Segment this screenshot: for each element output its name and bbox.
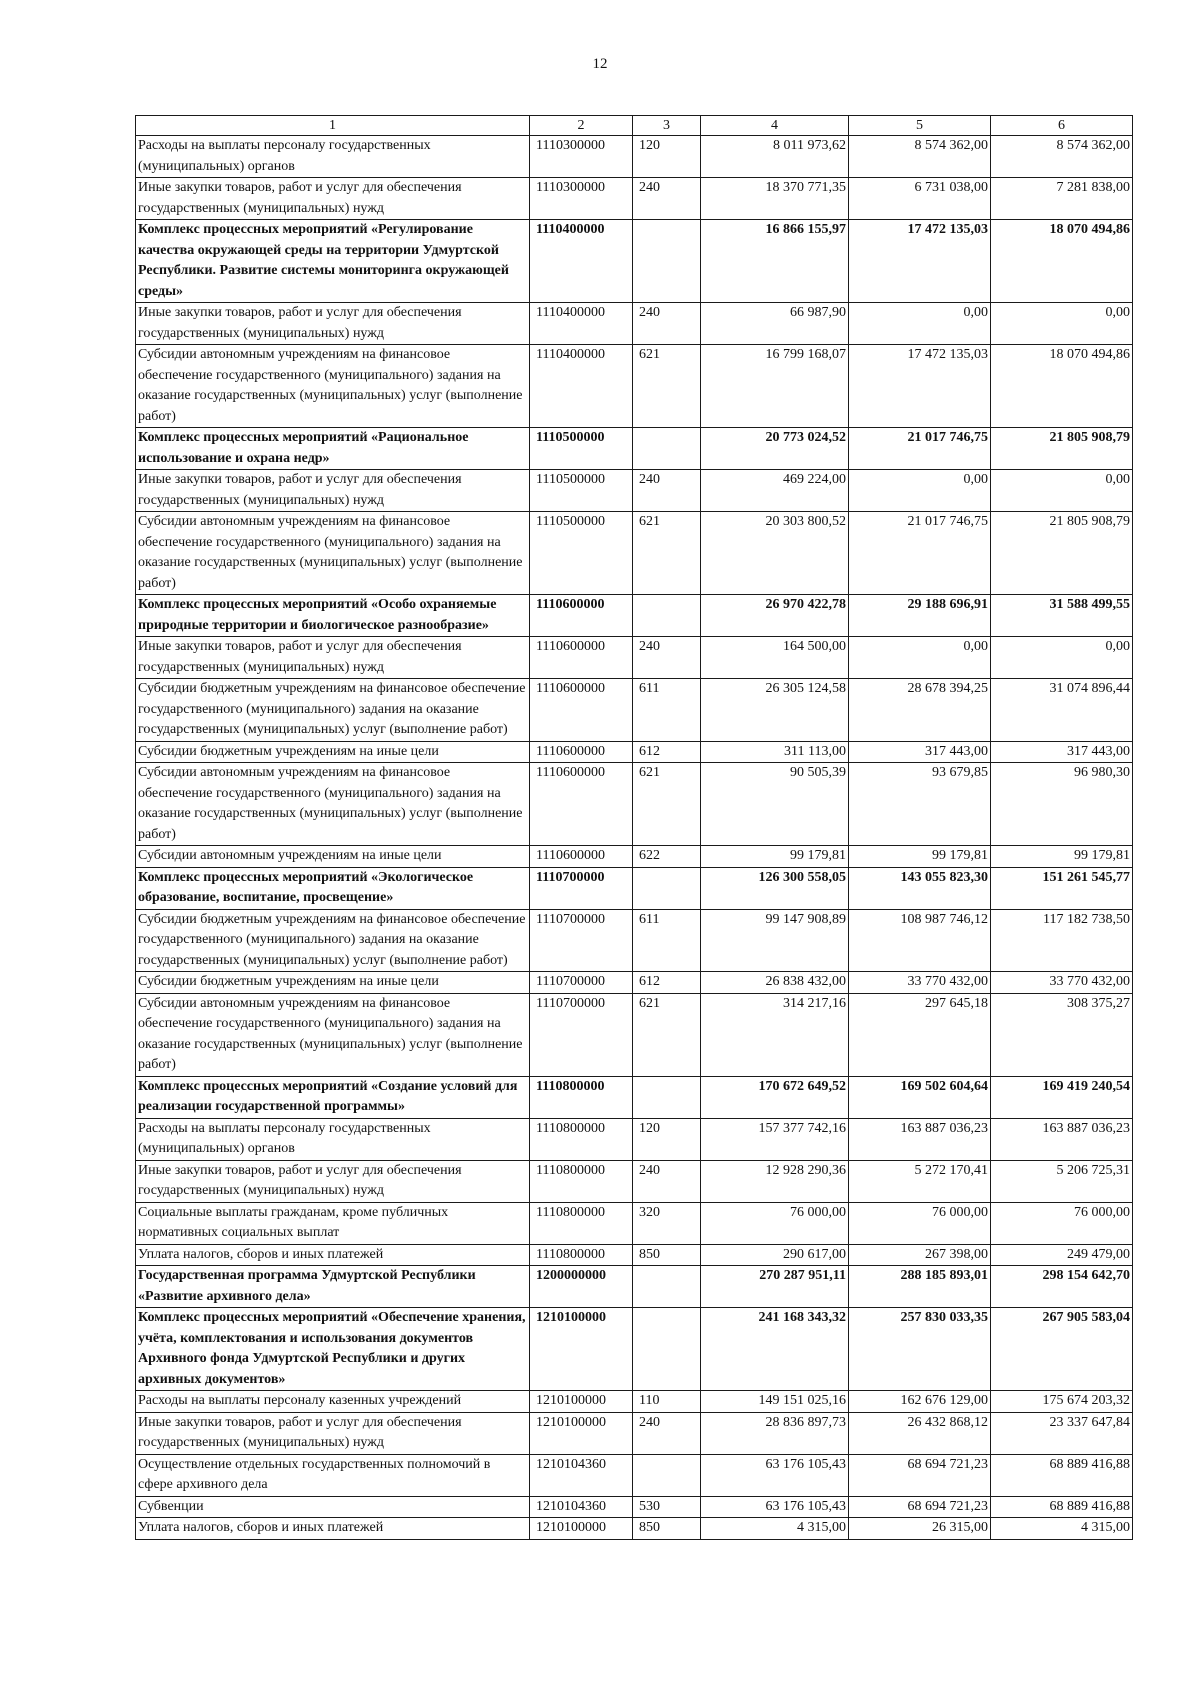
row-value-2025-cell: 163 887 036,23	[849, 1118, 991, 1160]
row-name-cell: Осуществление отдельных государственных полномочий в сфере архивного дела	[136, 1454, 530, 1496]
row-code-cell: 1210104360	[530, 1496, 633, 1518]
row-group-cell: 611	[633, 679, 701, 742]
row-name-cell: Иные закупки товаров, работ и услуг для обеспечения государственных (муниципальных) нужд	[136, 637, 530, 679]
row-value-2024-cell: 164 500,00	[701, 637, 849, 679]
table-row	[136, 303, 1133, 345]
row-group-cell: 240	[633, 637, 701, 679]
table-row	[136, 1202, 1133, 1244]
row-value-2026-cell: 0,00	[991, 303, 1133, 345]
row-group-cell: 621	[633, 512, 701, 595]
row-code-cell: 1110700000	[530, 909, 633, 972]
row-value-2026-cell: 317 443,00	[991, 741, 1133, 763]
row-group-cell: 611	[633, 909, 701, 972]
row-value-2026-cell: 31 074 896,44	[991, 679, 1133, 742]
row-code-cell: 1210100000	[530, 1518, 633, 1540]
budget-table	[135, 115, 1133, 1540]
table-row	[136, 470, 1133, 512]
row-name-cell: Социальные выплаты гражданам, кроме публичных нормативных социальных выплат	[136, 1202, 530, 1244]
table-row	[136, 1244, 1133, 1266]
row-name-cell: Комплекс процессных мероприятий «Рациональное использование и охрана недр»	[136, 428, 530, 470]
row-value-2026-cell: 23 337 647,84	[991, 1412, 1133, 1454]
table-row	[136, 1496, 1133, 1518]
row-value-2025-cell: 267 398,00	[849, 1244, 991, 1266]
row-value-2024-cell: 170 672 649,52	[701, 1076, 849, 1118]
row-group-cell	[633, 1266, 701, 1308]
row-group-cell: 240	[633, 1160, 701, 1202]
row-value-2024-cell: 290 617,00	[701, 1244, 849, 1266]
table-row	[136, 972, 1133, 994]
row-group-cell: 240	[633, 303, 701, 345]
row-value-2024-cell: 26 970 422,78	[701, 595, 849, 637]
table-row	[136, 178, 1133, 220]
row-group-cell: 320	[633, 1202, 701, 1244]
table-row	[136, 741, 1133, 763]
row-value-2025-cell: 288 185 893,01	[849, 1266, 991, 1308]
row-value-2024-cell: 469 224,00	[701, 470, 849, 512]
row-code-cell: 1210100000	[530, 1391, 633, 1413]
row-code-cell: 1110800000	[530, 1118, 633, 1160]
row-name-cell: Иные закупки товаров, работ и услуг для обеспечения государственных (муниципальных) нужд	[136, 1160, 530, 1202]
row-code-cell: 1110400000	[530, 220, 633, 303]
row-code-cell: 1110800000	[530, 1076, 633, 1118]
row-group-cell: 621	[633, 345, 701, 428]
row-name-cell: Субсидии бюджетным учреждениям на финансовое обеспечение государственного (муниципального) задания на оказание государственных (муниципальных) услуг (выполнение работ)	[136, 679, 530, 742]
row-group-cell	[633, 1454, 701, 1496]
row-value-2025-cell: 0,00	[849, 470, 991, 512]
row-value-2024-cell: 76 000,00	[701, 1202, 849, 1244]
row-value-2026-cell: 33 770 432,00	[991, 972, 1133, 994]
row-name-cell: Расходы на выплаты персоналу государственных (муниципальных) органов	[136, 1118, 530, 1160]
row-group-cell: 621	[633, 993, 701, 1076]
row-group-cell	[633, 1076, 701, 1118]
row-group-cell	[633, 867, 701, 909]
row-value-2026-cell: 298 154 642,70	[991, 1266, 1133, 1308]
row-group-cell: 120	[633, 1118, 701, 1160]
table-row	[136, 1391, 1133, 1413]
table-row	[136, 345, 1133, 428]
row-value-2024-cell: 20 773 024,52	[701, 428, 849, 470]
row-value-2024-cell: 28 836 897,73	[701, 1412, 849, 1454]
row-value-2025-cell: 5 272 170,41	[849, 1160, 991, 1202]
table-row	[136, 1160, 1133, 1202]
row-value-2024-cell: 18 370 771,35	[701, 178, 849, 220]
table-row	[136, 846, 1133, 868]
row-name-cell: Уплата налогов, сборов и иных платежей	[136, 1518, 530, 1540]
row-value-2026-cell: 249 479,00	[991, 1244, 1133, 1266]
table-row	[136, 1412, 1133, 1454]
row-value-2025-cell: 0,00	[849, 303, 991, 345]
table-row	[136, 993, 1133, 1076]
row-value-2026-cell: 76 000,00	[991, 1202, 1133, 1244]
table-row-section	[136, 1266, 1133, 1308]
row-group-cell	[633, 595, 701, 637]
row-value-2025-cell: 28 678 394,25	[849, 679, 991, 742]
row-value-2026-cell: 308 375,27	[991, 993, 1133, 1076]
table-row	[136, 136, 1133, 178]
row-group-cell: 120	[633, 136, 701, 178]
row-name-cell: Иные закупки товаров, работ и услуг для обеспечения государственных (муниципальных) нужд	[136, 470, 530, 512]
row-value-2024-cell: 311 113,00	[701, 741, 849, 763]
header-cell-2: 2	[530, 116, 633, 136]
row-group-cell: 850	[633, 1244, 701, 1266]
row-value-2025-cell: 68 694 721,23	[849, 1454, 991, 1496]
table-row	[136, 763, 1133, 846]
row-value-2025-cell: 257 830 033,35	[849, 1308, 991, 1391]
table-header-row	[136, 116, 1133, 136]
row-code-cell: 1110800000	[530, 1244, 633, 1266]
row-group-cell: 850	[633, 1518, 701, 1540]
table-row	[136, 512, 1133, 595]
row-value-2026-cell: 175 674 203,32	[991, 1391, 1133, 1413]
table-row	[136, 1454, 1133, 1496]
row-code-cell: 1110700000	[530, 993, 633, 1076]
table-row-section	[136, 1308, 1133, 1391]
row-value-2024-cell: 63 176 105,43	[701, 1496, 849, 1518]
row-code-cell: 1110500000	[530, 428, 633, 470]
row-value-2024-cell: 270 287 951,11	[701, 1266, 849, 1308]
row-value-2026-cell: 18 070 494,86	[991, 345, 1133, 428]
row-value-2026-cell: 68 889 416,88	[991, 1454, 1133, 1496]
row-value-2024-cell: 8 011 973,62	[701, 136, 849, 178]
row-value-2024-cell: 90 505,39	[701, 763, 849, 846]
row-value-2025-cell: 169 502 604,64	[849, 1076, 991, 1118]
row-value-2024-cell: 241 168 343,32	[701, 1308, 849, 1391]
row-value-2026-cell: 68 889 416,88	[991, 1496, 1133, 1518]
row-code-cell: 1110800000	[530, 1202, 633, 1244]
row-value-2026-cell: 5 206 725,31	[991, 1160, 1133, 1202]
table-row	[136, 1518, 1133, 1540]
row-group-cell: 612	[633, 741, 701, 763]
row-name-cell: Субсидии автономным учреждениям на финансовое обеспечение государственного (муниципального) задания на оказание государственных (муниципальных) услуг (выполнение работ)	[136, 512, 530, 595]
row-group-cell: 530	[633, 1496, 701, 1518]
row-group-cell: 240	[633, 1412, 701, 1454]
row-value-2026-cell: 21 805 908,79	[991, 512, 1133, 595]
row-value-2025-cell: 21 017 746,75	[849, 428, 991, 470]
table-row-section	[136, 595, 1133, 637]
row-value-2025-cell: 26 432 868,12	[849, 1412, 991, 1454]
row-value-2026-cell: 8 574 362,00	[991, 136, 1133, 178]
row-value-2024-cell: 149 151 025,16	[701, 1391, 849, 1413]
row-value-2025-cell: 108 987 746,12	[849, 909, 991, 972]
row-value-2024-cell: 20 303 800,52	[701, 512, 849, 595]
row-name-cell: Субсидии автономным учреждениям на иные цели	[136, 846, 530, 868]
row-name-cell: Иные закупки товаров, работ и услуг для обеспечения государственных (муниципальных) нужд	[136, 1412, 530, 1454]
row-value-2025-cell: 6 731 038,00	[849, 178, 991, 220]
row-value-2025-cell: 29 188 696,91	[849, 595, 991, 637]
row-value-2024-cell: 12 928 290,36	[701, 1160, 849, 1202]
row-group-cell: 110	[633, 1391, 701, 1413]
row-group-cell: 240	[633, 178, 701, 220]
row-group-cell	[633, 1308, 701, 1391]
row-value-2024-cell: 26 838 432,00	[701, 972, 849, 994]
row-value-2025-cell: 93 679,85	[849, 763, 991, 846]
row-value-2026-cell: 151 261 545,77	[991, 867, 1133, 909]
row-value-2025-cell: 33 770 432,00	[849, 972, 991, 994]
row-value-2024-cell: 99 147 908,89	[701, 909, 849, 972]
row-group-cell: 240	[633, 470, 701, 512]
row-value-2026-cell: 7 281 838,00	[991, 178, 1133, 220]
row-value-2026-cell: 169 419 240,54	[991, 1076, 1133, 1118]
row-code-cell: 1110600000	[530, 741, 633, 763]
row-code-cell: 1110500000	[530, 512, 633, 595]
row-value-2024-cell: 126 300 558,05	[701, 867, 849, 909]
row-code-cell: 1110800000	[530, 1160, 633, 1202]
header-cell-5: 5	[849, 116, 991, 136]
row-value-2024-cell: 26 305 124,58	[701, 679, 849, 742]
row-group-cell	[633, 428, 701, 470]
row-code-cell: 1210100000	[530, 1308, 633, 1391]
row-group-cell: 612	[633, 972, 701, 994]
table-row-section	[136, 428, 1133, 470]
row-value-2026-cell: 21 805 908,79	[991, 428, 1133, 470]
row-value-2025-cell: 26 315,00	[849, 1518, 991, 1540]
row-name-cell: Субвенции	[136, 1496, 530, 1518]
row-name-cell: Иные закупки товаров, работ и услуг для обеспечения государственных (муниципальных) нужд	[136, 303, 530, 345]
row-value-2025-cell: 162 676 129,00	[849, 1391, 991, 1413]
row-value-2026-cell: 31 588 499,55	[991, 595, 1133, 637]
header-cell-1: 1	[136, 116, 530, 136]
row-code-cell: 1110500000	[530, 470, 633, 512]
row-code-cell: 1110600000	[530, 595, 633, 637]
table-row-section	[136, 867, 1133, 909]
row-name-cell: Государственная программа Удмуртской Республики «Развитие архивного дела»	[136, 1266, 530, 1308]
page-number: 12	[592, 56, 608, 72]
row-value-2024-cell: 63 176 105,43	[701, 1454, 849, 1496]
row-value-2024-cell: 16 866 155,97	[701, 220, 849, 303]
table-row-section	[136, 220, 1133, 303]
row-value-2024-cell: 99 179,81	[701, 846, 849, 868]
row-value-2025-cell: 0,00	[849, 637, 991, 679]
row-code-cell: 1110400000	[530, 345, 633, 428]
header-cell-6: 6	[991, 116, 1133, 136]
row-name-cell: Субсидии бюджетным учреждениям на финансовое обеспечение государственного (муниципального) задания на оказание государственных (муниципальных) услуг (выполнение работ)	[136, 909, 530, 972]
row-value-2025-cell: 99 179,81	[849, 846, 991, 868]
row-value-2024-cell: 16 799 168,07	[701, 345, 849, 428]
row-name-cell: Субсидии автономным учреждениям на финансовое обеспечение государственного (муниципального) задания на оказание государственных (муниципальных) услуг (выполнение работ)	[136, 345, 530, 428]
table-row	[136, 1118, 1133, 1160]
row-value-2026-cell: 18 070 494,86	[991, 220, 1133, 303]
row-value-2026-cell: 0,00	[991, 637, 1133, 679]
row-name-cell: Комплекс процессных мероприятий «Регулирование качества окружающей среды на территории Удмуртской Республики. Развитие системы мониторинга окружающей среды»	[136, 220, 530, 303]
row-code-cell: 1110600000	[530, 637, 633, 679]
row-value-2025-cell: 17 472 135,03	[849, 345, 991, 428]
row-name-cell: Субсидии бюджетным учреждениям на иные цели	[136, 972, 530, 994]
row-name-cell: Субсидии автономным учреждениям на финансовое обеспечение государственного (муниципального) задания на оказание государственных (муниципальных) услуг (выполнение работ)	[136, 993, 530, 1076]
row-name-cell: Комплекс процессных мероприятий «Особо охраняемые природные территории и биологическое разнообразие»	[136, 595, 530, 637]
row-value-2026-cell: 96 980,30	[991, 763, 1133, 846]
row-value-2024-cell: 4 315,00	[701, 1518, 849, 1540]
header-cell-4: 4	[701, 116, 849, 136]
row-name-cell: Расходы на выплаты персоналу государственных (муниципальных) органов	[136, 136, 530, 178]
row-code-cell: 1210104360	[530, 1454, 633, 1496]
row-group-cell: 622	[633, 846, 701, 868]
row-name-cell: Уплата налогов, сборов и иных платежей	[136, 1244, 530, 1266]
row-value-2025-cell: 143 055 823,30	[849, 867, 991, 909]
row-value-2024-cell: 66 987,90	[701, 303, 849, 345]
row-code-cell: 1110600000	[530, 846, 633, 868]
row-name-cell: Субсидии автономным учреждениям на финансовое обеспечение государственного (муниципального) задания на оказание государственных (муниципальных) услуг (выполнение работ)	[136, 763, 530, 846]
row-value-2026-cell: 4 315,00	[991, 1518, 1133, 1540]
row-code-cell: 1200000000	[530, 1266, 633, 1308]
header-cell-3: 3	[633, 116, 701, 136]
row-name-cell: Иные закупки товаров, работ и услуг для обеспечения государственных (муниципальных) нужд	[136, 178, 530, 220]
row-value-2026-cell: 0,00	[991, 470, 1133, 512]
table-row	[136, 679, 1133, 742]
row-group-cell	[633, 220, 701, 303]
row-code-cell: 1110600000	[530, 763, 633, 846]
row-group-cell: 621	[633, 763, 701, 846]
row-code-cell: 1110300000	[530, 178, 633, 220]
row-name-cell: Расходы на выплаты персоналу казенных учреждений	[136, 1391, 530, 1413]
row-value-2025-cell: 68 694 721,23	[849, 1496, 991, 1518]
row-name-cell: Субсидии бюджетным учреждениям на иные цели	[136, 741, 530, 763]
row-value-2026-cell: 163 887 036,23	[991, 1118, 1133, 1160]
row-value-2024-cell: 157 377 742,16	[701, 1118, 849, 1160]
row-value-2026-cell: 99 179,81	[991, 846, 1133, 868]
row-code-cell: 1110700000	[530, 972, 633, 994]
row-code-cell: 1110600000	[530, 679, 633, 742]
row-value-2025-cell: 21 017 746,75	[849, 512, 991, 595]
row-value-2025-cell: 8 574 362,00	[849, 136, 991, 178]
row-code-cell: 1110700000	[530, 867, 633, 909]
row-value-2025-cell: 297 645,18	[849, 993, 991, 1076]
row-code-cell: 1110400000	[530, 303, 633, 345]
row-code-cell: 1210100000	[530, 1412, 633, 1454]
row-code-cell: 1110300000	[530, 136, 633, 178]
row-name-cell: Комплекс процессных мероприятий «Обеспечение хранения, учёта, комплектования и использования документов Архивного фонда Удмуртской Республики и других архивных документов»	[136, 1308, 530, 1391]
row-value-2024-cell: 314 217,16	[701, 993, 849, 1076]
table-row-section	[136, 1076, 1133, 1118]
row-value-2025-cell: 17 472 135,03	[849, 220, 991, 303]
row-name-cell: Комплекс процессных мероприятий «Создание условий для реализации государственной программы»	[136, 1076, 530, 1118]
row-value-2026-cell: 117 182 738,50	[991, 909, 1133, 972]
row-name-cell: Комплекс процессных мероприятий «Экологическое образование, воспитание, просвещение»	[136, 867, 530, 909]
table-row	[136, 909, 1133, 972]
row-value-2026-cell: 267 905 583,04	[991, 1308, 1133, 1391]
table-row	[136, 637, 1133, 679]
row-value-2025-cell: 317 443,00	[849, 741, 991, 763]
row-value-2025-cell: 76 000,00	[849, 1202, 991, 1244]
